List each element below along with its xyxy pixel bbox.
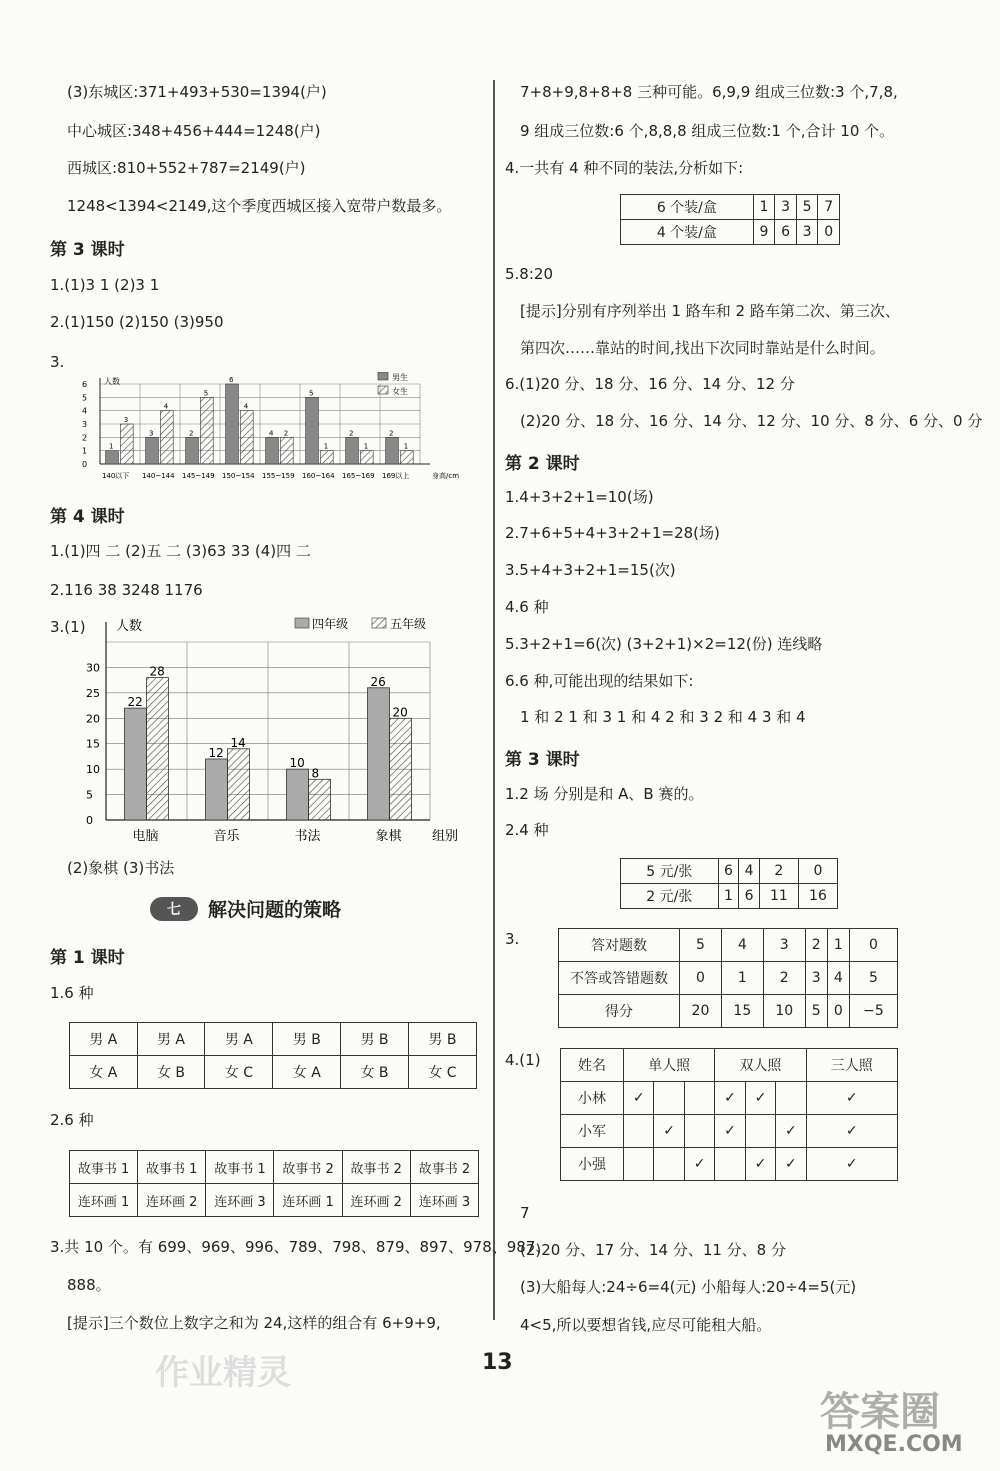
data-label: 1 (109, 442, 114, 451)
section-heading: 第 4 课时 (50, 507, 125, 527)
bar (390, 718, 412, 820)
cell: 女 A (70, 1056, 138, 1089)
cell (624, 1148, 654, 1181)
data-label: 12 (208, 745, 224, 760)
cell: 小林 (561, 1082, 624, 1115)
text-line: (3)东城区:371+493+530=1394(户) (67, 83, 327, 101)
cell: 女 B (341, 1056, 409, 1089)
y-tick-label: 4 (82, 406, 88, 416)
bar (106, 451, 119, 464)
cell: 10 (763, 995, 805, 1028)
cell: 16 (798, 884, 837, 909)
text-line: 6.(1)20 分、18 分、16 分、14 分、12 分 (505, 375, 795, 393)
data-label: 3 (149, 429, 154, 438)
check-icon: ✓ (745, 1082, 775, 1115)
bar (228, 749, 250, 820)
text-line: 3. (505, 930, 520, 948)
y-tick-label: 25 (86, 686, 100, 700)
cell: 3 (805, 962, 827, 995)
cell: 6 (739, 884, 760, 909)
text-line: (3)大船每人:24÷6=4(元) 小船每人:20÷4=5(元) (520, 1278, 857, 1296)
cell: 连环画 1 (274, 1184, 342, 1217)
bar (125, 708, 147, 820)
data-label: 26 (370, 674, 386, 689)
section-heading: 第 3 课时 (505, 750, 580, 770)
bar (146, 437, 159, 464)
cell: 4 个装/盒 (621, 220, 754, 245)
x-tick-label: 140以下 (102, 472, 130, 480)
data-label: 28 (149, 664, 165, 679)
cell (745, 1115, 775, 1148)
data-label: 1 (403, 442, 409, 451)
data-label: 2 (349, 429, 354, 438)
cell: 6 (718, 859, 739, 884)
data-label: 20 (392, 705, 408, 720)
text-line: 888。 (67, 1276, 111, 1294)
text-line: [提示]分别有序列举出 1 路车和 2 路车第二次、第三次、 (520, 302, 900, 320)
cell: 11 (759, 884, 798, 909)
cell: 0 (680, 962, 722, 995)
data-label: 1 (363, 442, 369, 451)
bar (360, 451, 373, 464)
cell: 3 (763, 929, 805, 962)
y-tick-label: 6 (82, 380, 88, 389)
data-label: 10 (289, 756, 305, 771)
text-line: (2)象棋 (3)书法 (67, 859, 175, 877)
watermark-logo: 答案圈 (820, 1389, 940, 1435)
legend-label: 女生 (392, 387, 408, 396)
text-line: 4.6 种 (505, 598, 549, 616)
boxes-table (620, 194, 840, 245)
bar (287, 769, 309, 820)
cell: 单人照 (624, 1049, 715, 1082)
x-axis-label: 身高/cm (432, 472, 460, 480)
bar (200, 397, 213, 464)
cell: 0 (798, 859, 837, 884)
text-line: 6.6 种,可能出现的结果如下: (505, 672, 694, 690)
text-line: 2.7+6+5+4+3+2+1=28(场) (505, 524, 720, 542)
x-tick-label: 象棋 (375, 829, 402, 842)
cell: 2 (805, 929, 827, 962)
page-number: 13 (482, 1350, 513, 1375)
text-line: 5.3+2+1=6(次) (3+2+1)×2=12(份) 连线略 (505, 635, 823, 653)
cell: 3 (775, 195, 797, 220)
cell (776, 1082, 806, 1115)
x-tick-label: 音乐 (213, 829, 240, 842)
x-tick-label: 140~144 (142, 472, 175, 480)
cell: 双人照 (715, 1049, 806, 1082)
cell (654, 1082, 684, 1115)
cell: 故事书 1 (70, 1151, 138, 1184)
cell (715, 1148, 745, 1181)
cell: 1 (753, 195, 775, 220)
text-line: (2)20 分、17 分、14 分、11 分、8 分 (520, 1241, 786, 1259)
x-tick-label: 电脑 (132, 829, 159, 842)
bar (160, 411, 173, 464)
legend-swatch (372, 618, 386, 628)
column-divider (493, 80, 495, 1320)
legend-swatch (378, 386, 388, 394)
bar (186, 437, 199, 464)
bar (386, 437, 399, 464)
cell: 3 (796, 220, 818, 245)
section-heading: 第 1 课时 (50, 948, 125, 968)
x-tick-label: 169以上 (382, 472, 410, 480)
cell: 连环画 3 (206, 1184, 274, 1217)
section-heading: 第 2 课时 (505, 454, 580, 474)
data-label: 5 (309, 389, 314, 398)
y-tick-label: 5 (82, 393, 88, 403)
text-line: 2.6 种 (50, 1111, 94, 1129)
legend-swatch (295, 618, 309, 628)
text-line: 5.8:20 (505, 265, 553, 283)
data-label: 6 (229, 376, 234, 384)
y-tick-label: 20 (86, 712, 100, 726)
cell: 6 (775, 220, 797, 245)
data-label: 1 (323, 442, 329, 451)
text-line: 2.116 38 3248 1176 (50, 581, 203, 599)
text-line: 第四次……靠站的时间,找出下次同时靠站是什么时间。 (520, 339, 885, 357)
cell: 女 C (205, 1056, 273, 1089)
check-icon: ✓ (806, 1115, 897, 1148)
x-tick-label: 150~154 (222, 472, 255, 480)
check-icon: ✓ (745, 1148, 775, 1181)
y-tick-label: 5 (86, 788, 93, 802)
text-line: 3.共 10 个。有 699、969、996、789、798、879、897、978、987、 (50, 1238, 551, 1256)
chapter-heading (150, 895, 341, 922)
books-table (69, 1150, 479, 1217)
cell: 男 A (205, 1023, 273, 1056)
cell: 5 (796, 195, 818, 220)
check-icon: ✓ (684, 1148, 714, 1181)
cell: 9 (753, 220, 775, 245)
bar (266, 437, 279, 464)
check-icon: ✓ (715, 1115, 745, 1148)
cell: 1 (718, 884, 739, 909)
cell: 男 B (341, 1023, 409, 1056)
watermark-url: MXQE.COM (825, 1432, 963, 1457)
text-line: 西城区:810+552+787=2149(户) (67, 159, 306, 177)
cell: 女 A (273, 1056, 341, 1089)
pairs-table (69, 1022, 477, 1089)
text-line: 4.(1) (505, 1051, 541, 1069)
text-line: 4<5,所以要想省钱,应尽可能租大船。 (520, 1316, 772, 1334)
data-label: 5 (203, 389, 209, 398)
cell: 男 B (273, 1023, 341, 1056)
check-icon: ✓ (776, 1148, 806, 1181)
text-line: 4.一共有 4 种不同的装法,分析如下: (505, 159, 744, 177)
cell: 连环画 1 (70, 1184, 138, 1217)
data-label: 14 (230, 735, 246, 750)
cell (624, 1115, 654, 1148)
bar (280, 437, 293, 464)
cell: 7 (818, 195, 840, 220)
cell: 0 (827, 995, 849, 1028)
text-line: 1248<1394<2149,这个季度西城区接入宽带户数最多。 (67, 197, 452, 215)
text-line: 1.(1)3 1 (2)3 1 (50, 276, 160, 294)
cell: 故事书 2 (342, 1151, 410, 1184)
data-label: 2 (189, 429, 194, 438)
text-line: 3. (50, 353, 65, 371)
text-line: 1.6 种 (50, 984, 94, 1002)
y-tick-label: 15 (86, 737, 100, 751)
data-label: 8 (311, 766, 320, 781)
y-axis-label: 人数 (116, 619, 143, 634)
cell: 女 C (408, 1056, 476, 1089)
cell: 15 (721, 995, 763, 1028)
cell (684, 1115, 714, 1148)
chapter-badge: 七 (150, 897, 198, 921)
data-label: 2 (389, 429, 394, 438)
cell: 小强 (561, 1148, 624, 1181)
check-icon: ✓ (776, 1115, 806, 1148)
height-bar-chart (60, 372, 480, 484)
faint-watermark: 作业精灵 (155, 1353, 291, 1393)
photos-table (560, 1048, 898, 1181)
cell: 4 (827, 962, 849, 995)
bar (309, 779, 331, 820)
x-tick-label: 165~169 (342, 472, 375, 480)
cell: 连环画 2 (138, 1184, 206, 1217)
cell: 故事书 1 (138, 1151, 206, 1184)
data-label: 4 (269, 429, 274, 438)
cell: 0 (818, 220, 840, 245)
y-tick-label: 3 (82, 420, 88, 429)
cell: 男 B (408, 1023, 476, 1056)
bar (368, 688, 390, 820)
data-label: 3 (123, 416, 129, 424)
x-tick-label: 160~164 (302, 472, 335, 480)
x-tick-label: 155~159 (262, 472, 295, 480)
cell: 5 (849, 962, 897, 995)
cell: 5 (805, 995, 827, 1028)
text-line: 2.4 种 (505, 821, 549, 839)
text-line: [提示]三个数位上数字之和为 24,这样的组合有 6+9+9, (67, 1314, 441, 1332)
check-icon: ✓ (654, 1115, 684, 1148)
y-tick-label: 0 (86, 814, 93, 827)
data-label: 4 (163, 402, 169, 411)
bar (400, 451, 413, 464)
cell: 女 B (137, 1056, 205, 1089)
legend-label: 五年级 (390, 617, 427, 631)
x-tick-label: 145~149 (182, 472, 215, 480)
text-line: 7 (520, 1204, 530, 1222)
cell: 4 (721, 929, 763, 962)
check-icon: ✓ (806, 1082, 897, 1115)
x-tick-label: 书法 (294, 829, 321, 842)
cell: 得分 (559, 995, 680, 1028)
cell (654, 1148, 684, 1181)
bar (147, 678, 169, 820)
bar (226, 384, 239, 464)
chapter-title: 解决问题的策略 (208, 899, 342, 921)
bar (120, 424, 133, 464)
y-tick-label: 10 (86, 763, 100, 777)
y-tick-label: 2 (82, 433, 88, 443)
bar (346, 437, 359, 464)
y-tick-label: 0 (82, 460, 88, 469)
text-line: 1.2 场 分别是和 A、B 赛的。 (505, 785, 704, 803)
text-line: 7+8+9,8+8+8 三种可能。6,9,9 组成三位数:3 个,7,8, (520, 83, 898, 101)
data-label: 2 (283, 429, 289, 438)
cell: 0 (849, 929, 897, 962)
section-heading: 第 3 课时 (50, 240, 125, 260)
scores-table (558, 928, 898, 1028)
text-line: 1 和 2 1 和 3 1 和 4 2 和 3 2 和 4 3 和 4 (520, 708, 806, 726)
bar (240, 411, 253, 464)
cell: 连环画 3 (410, 1184, 478, 1217)
text-line: 2.(1)150 (2)150 (3)950 (50, 313, 224, 331)
cell: 2 元/张 (621, 884, 719, 909)
cell: −5 (849, 995, 897, 1028)
cell: 不答或答错题数 (559, 962, 680, 995)
cell: 6 个装/盒 (621, 195, 754, 220)
cell: 1 (827, 929, 849, 962)
check-icon: ✓ (624, 1082, 654, 1115)
y-axis-label: 人数 (104, 377, 120, 386)
bar (206, 759, 228, 820)
cell: 故事书 1 (206, 1151, 274, 1184)
legend-swatch (378, 372, 388, 380)
check-icon: ✓ (715, 1082, 745, 1115)
y-tick-label: 1 (82, 446, 88, 456)
cell (684, 1082, 714, 1115)
cell: 故事书 2 (274, 1151, 342, 1184)
data-label: 22 (127, 695, 143, 710)
cell: 20 (680, 995, 722, 1028)
cell: 1 (721, 962, 763, 995)
legend-label: 四年级 (312, 617, 349, 631)
cell: 故事书 2 (410, 1151, 478, 1184)
cell: 连环画 2 (342, 1184, 410, 1217)
text-line: (2)20 分、18 分、16 分、14 分、12 分、10 分、8 分、6 分、0 分 (520, 412, 983, 430)
tickets-table (620, 858, 838, 909)
bar (320, 451, 333, 464)
text-line: 1.4+3+2+1=10(场) (505, 488, 654, 506)
group-bar-chart (80, 612, 480, 842)
legend-label: 男生 (392, 373, 408, 382)
text-line: 1.(1)四 二 (2)五 二 (3)63 33 (4)四 二 (50, 542, 311, 560)
cell: 男 A (70, 1023, 138, 1056)
bar (306, 397, 319, 464)
check-icon: ✓ (806, 1148, 897, 1181)
cell: 男 A (137, 1023, 205, 1056)
cell: 2 (759, 859, 798, 884)
text-line: 中心城区:348+456+444=1248(户) (67, 122, 321, 140)
cell: 小军 (561, 1115, 624, 1148)
cell: 三人照 (806, 1049, 897, 1082)
cell: 答对题数 (559, 929, 680, 962)
text-line: 3.(1) (50, 618, 86, 636)
text-line: 3.5+4+3+2+1=15(次) (505, 561, 676, 579)
cell: 4 (739, 859, 760, 884)
cell: 5 (680, 929, 722, 962)
text-line: 9 组成三位数:6 个,8,8,8 组成三位数:1 个,合计 10 个。 (520, 122, 895, 140)
cell: 姓名 (561, 1049, 624, 1082)
y-tick-label: 30 (86, 661, 100, 675)
x-axis-label: 组别 (432, 829, 459, 842)
cell: 5 元/张 (621, 859, 719, 884)
data-label: 4 (243, 402, 249, 411)
cell: 2 (763, 962, 805, 995)
